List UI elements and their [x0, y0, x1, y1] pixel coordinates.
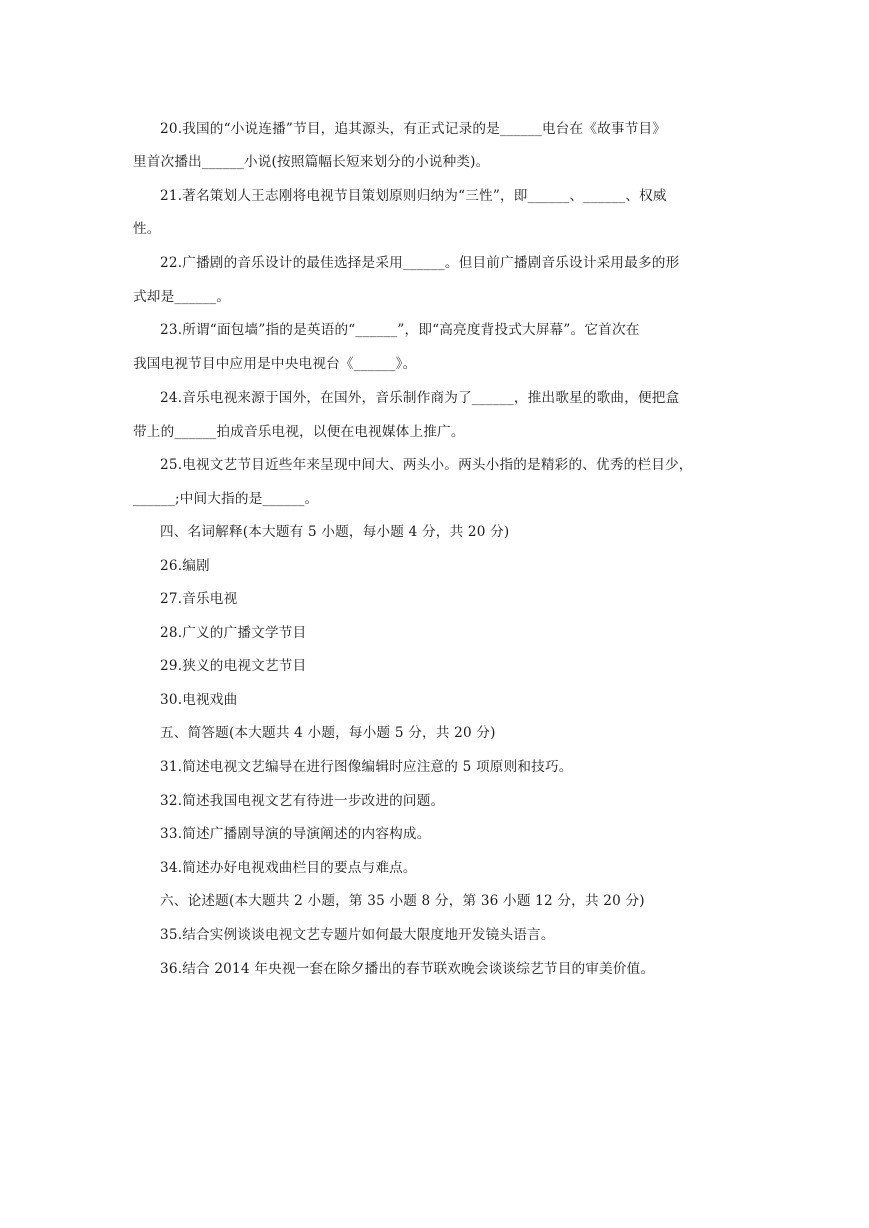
question-23-line-1: 23.所谓“面包墙”指的是英语的“______”，即“高亮度背投式大屏幕”。它首次在 [160, 322, 640, 338]
question-36: 36.结合 2014 年央视一套在除夕播出的春节联欢晚会谈谈综艺节目的审美价值。 [160, 961, 655, 977]
question-25-line-2: ______;中间大指的是______。 [133, 491, 319, 507]
question-30: 30.电视戏曲 [160, 692, 238, 708]
section-6-heading: 六、论述题(本大题共 2 小题，第 35 小题 8 分，第 36 小题 12 分，共 20 分) [160, 893, 645, 909]
question-29: 29.狭义的电视文艺节目 [160, 658, 307, 674]
section-4-heading: 四、名词解释(本大题有 5 小题，每小题 4 分，共 20 分) [160, 524, 510, 540]
question-28: 28.广义的广播文学节目 [160, 625, 307, 641]
question-27: 27.音乐电视 [160, 591, 238, 607]
question-31: 31.简述电视文艺编导在进行图像编辑时应注意的 5 项原则和技巧。 [160, 759, 573, 775]
question-21-line-2: 性。 [133, 221, 161, 237]
question-22-line-1: 22.广播剧的音乐设计的最佳选择是采用______。但目前广播剧音乐设计采用最多的形 [160, 255, 680, 271]
question-35: 35.结合实例谈谈电视文艺专题片如何最大限度地开发镜头语言。 [160, 927, 555, 943]
question-25-line-1: 25.电视文艺节目近些年来呈现中间大、两头小。两头小指的是精彩的、优秀的栏目少， [160, 457, 693, 473]
question-23-line-2: 我国电视节目中应用是中央电视台《______》。 [133, 356, 417, 372]
section-5-heading: 五、简答题(本大题共 4 小题，每小题 5 分，共 20 分) [160, 725, 496, 741]
question-24-line-1: 24.音乐电视来源于国外，在国外，音乐制作商为了______，推出歌星的歌曲，便把盒 [160, 390, 680, 406]
question-21-line-1: 21.著名策划人王志刚将电视节目策划原则归纳为“三性”，即______、______、权威 [160, 188, 667, 204]
question-33: 33.简述广播剧导演的导演阐述的内容构成。 [160, 826, 431, 842]
question-34: 34.简述办好电视戏曲栏目的要点与难点。 [160, 860, 417, 876]
question-24-line-2: 带上的______拍成音乐电视，以便在电视媒体上推广。 [133, 424, 465, 440]
question-20-line-1: 20.我国的“小说连播”节目，追其源头，有正式记录的是______电台在《故事节目》 [160, 121, 667, 137]
question-32: 32.简述我国电视文艺有待进一步改进的问题。 [160, 793, 445, 809]
question-20-line-2: 里首次播出______小说(按照篇幅长短来划分的小说种类)。 [133, 154, 490, 170]
question-22-line-2: 式却是______。 [133, 289, 231, 305]
question-26: 26.编剧 [160, 558, 210, 574]
